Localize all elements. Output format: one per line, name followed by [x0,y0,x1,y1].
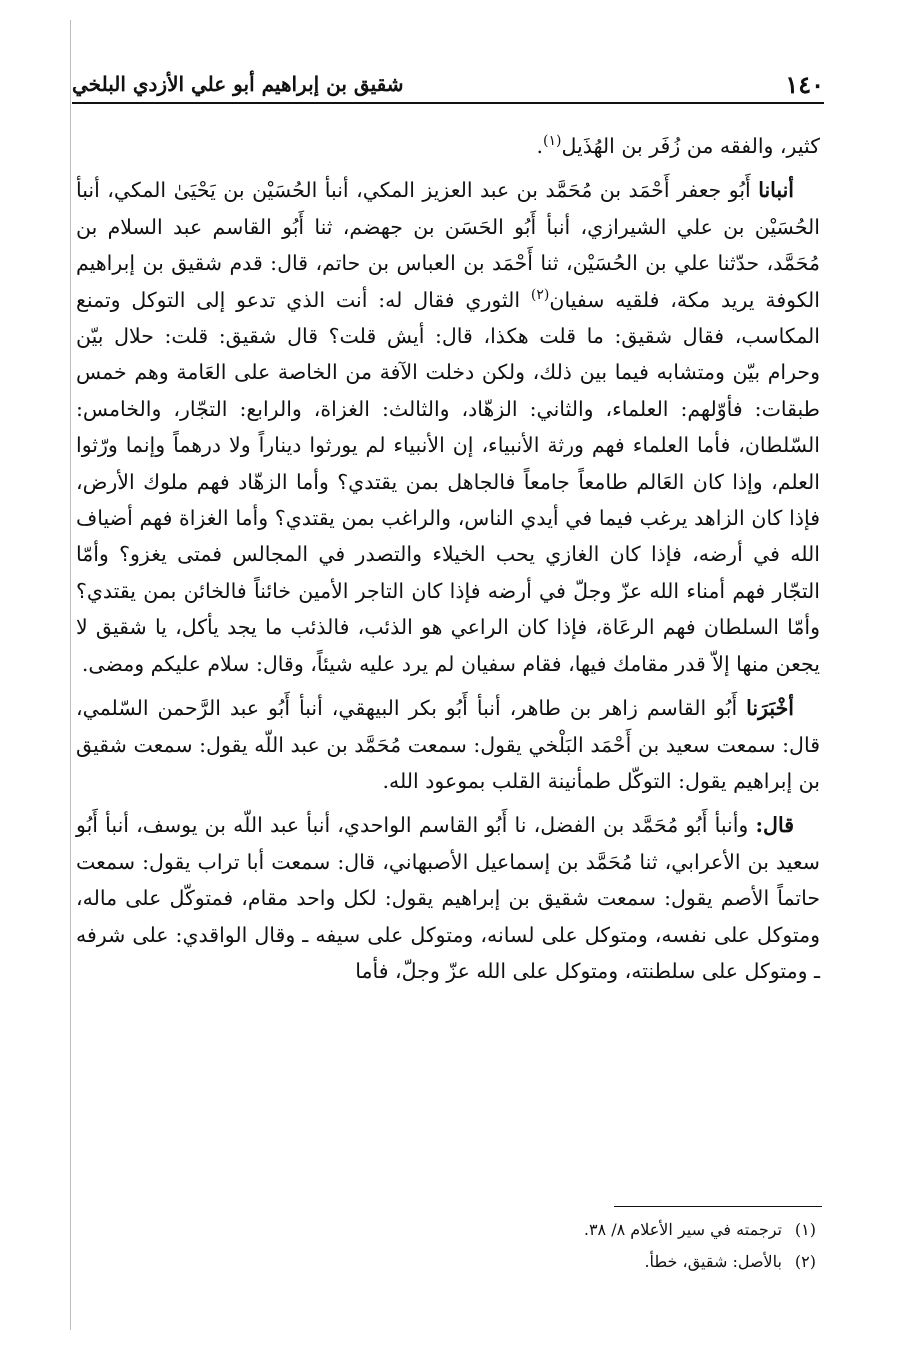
running-title: شقيق بن إبراهيم أبو علي الأزدي البلخي [72,72,404,96]
paragraph-lead: أخْبَرَنا [746,696,794,721]
footnote-rule [614,1206,822,1207]
page-header [72,64,824,104]
paragraph-shaqiq-sufyan [76,172,820,682]
footnote-text: بالأصل: شقيق، خطأ. [644,1252,782,1271]
header-rule [72,102,824,104]
footnotes [300,1214,816,1278]
paragraph-lead: قال: [755,813,794,838]
paragraph-text: الثوري فقال له: أنت الذي تدعو إلى التوكل وتمنع المكاسب، فقال شقيق: ما قلت هكذا، قال: أيش قلت؟ قال شقيق: قلت: حلال بيّن وحرام بيّن ومتشابه فيما بين ذلك، ولكن دخلت الآفة من الخاصة على العَامة وهم خمس طبقات: فأوّلهم: العلماء، والثاني: الزهّاد، والثالث: الغزاة، والرابع: التجّار، والخامس: السّلطان، فأما العلماء فهم ورثة الأنبياء، إن الأنبياء لم يورثوا ديناراً ولا درهماً وإنما ورّثوا العلم، وإذا كان العَالم طامعاً جامعاً فالجاهل بمن يقتدي؟ وأما الزهّاد فهم ملوك الأرض، فإذا كان الزاهد يرغب فيما في أيدي الناس، والراغب بمن يقتدي؟ وأما الغزاة فهم أضياف الله في أرضه، فإذا كان الغازي يحب الخيلاء والتصدر في المجالس فمتى يغزو؟ وأمّا التجّار فهم أمناء الله عزّ وجلّ في أرضه فإذا كان التاجر الأمين خائناً فالخائن بمن يقتدي؟ وأمّا السلطان فهم الرعَاة، فإذا كان الراعي هو الذئب، فالذئب ما يجد يأكل، يا شقيق لا يجعن منها إلاّ قدر مقامك فيها، فقام سفيان لم يرد عليه شيئاً، وقال: سلام عليكم ومضى. [76,287,820,676]
footnote-text: ترجمته في سير الأعلام ٨/ ٣٨. [583,1220,782,1239]
footnote-1 [300,1214,816,1246]
paragraph-text: أَبُو جعفر أَحْمَد بن مُحَمَّد بن عبد العزيز المكي، أنبأ الحُسَيْن بن يَحْيَىٰ المكي، أنبأ الحُسَيْن بن علي الشيرازي، أنبأ أَبُو الحَسَن بن جهضم، ثنا أَبُو القاسم عبد السلام بن مُحَمَّد، حدّثنا علي بن الحُسَيْن، ثنا أَحْمَد بن العباس بن حاتم، قال: قدم شقيق بن إبراهيم الكوفة يريد مكة، فلقيه سفيان [76,178,820,312]
paragraph-text: كثير، والفقه من زُفَر بن الهُذَيل [561,134,820,158]
footnote-ref-1: (١) [543,133,562,150]
footnote-2 [300,1246,816,1278]
paragraph-tail: . [536,134,544,158]
footnote-ref-2: (٢) [530,286,550,303]
page-number: ١٤٠ [785,70,824,99]
footnote-number: (١) [794,1220,816,1239]
paragraph-text: وأنبأ أَبُو مُحَمَّد بن الفضل، نا أَبُو القاسم الواحدي، أنبأ عبد اللّه بن يوسف، أنبأ أَبُو سعيد بن الأعرابي، ثنا مُحَمَّد بن إسماعيل الأصبهاني، قال: سمعت أبا تراب يقول: سمعت حاتماً الأصم يقول: سمعت شقيق بن إبراهيم يقول: لكل واحد مقام، فمتوكّل على ماله، ومتوكل على نفسه، ومتوكل على لسانه، ومتوكل على سيفه ـ وقال الواقدي: على شرفه ـ ومتوكل على سلطنته، ومتوكل على الله عزّ وجلّ، فأما [76,813,820,983]
paragraph-lead: أنبانا [758,178,794,203]
paragraph-maqam [76,807,820,989]
page-edge-line [70,20,71,1330]
main-text [76,128,820,989]
paragraph-text: أَبُو القاسم زاهر بن طاهر، أنبأ أَبُو بكر البيهقي، أنبأ أَبُو عبد الرَّحمن السّلمي، قال: سمعت سعيد بن أَحْمَد البَلْخي يقول: سمعت مُحَمَّد بن عبد اللّه يقول: سمعت شقيق بن إبراهيم يقول: التوكّل طمأنينة القلب بموعود الله. [76,696,820,793]
paragraph-continuation [76,128,820,164]
paragraph-tawakkul [76,690,820,799]
footnote-number: (٢) [794,1252,816,1271]
